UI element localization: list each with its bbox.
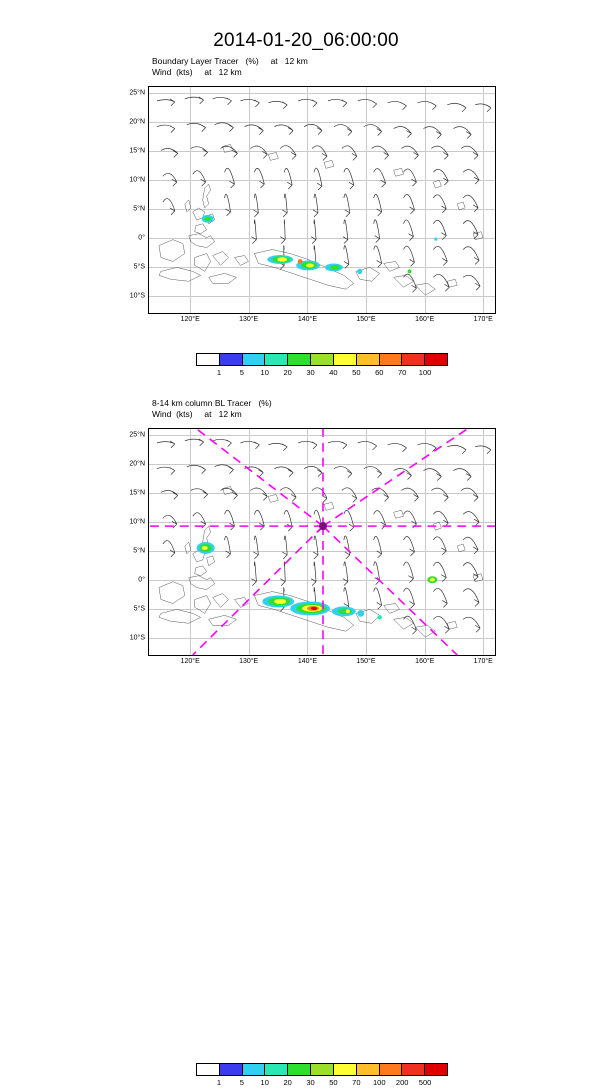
ytick-label-5: 0° [138,576,145,584]
cb-top-label-3: 20 [283,368,292,377]
cb-top-label-8: 70 [397,368,407,377]
cb-top-label-2: 10 [260,368,269,377]
panel-top-caption-line2: Wind (kts) at 12 km [152,67,242,77]
ytick-label-6: 5°S [133,605,145,613]
cb-top-label-5: 40 [329,368,338,377]
cb-bottom-label-6: 70 [352,1078,361,1087]
xtick-label-5: 170°E [473,316,493,323]
xtick-label-0: 120°E [180,658,200,665]
ytick-label-5: 0° [138,234,145,242]
page-title: 2014-01-20_06:00:00 [213,30,399,51]
xtick-label-1: 130°E [239,316,259,323]
ytick-label-3: 10°N [129,518,145,526]
cb-bottom-label-7: 100 [372,1078,386,1087]
cb-top-label-1: 5 [239,368,244,377]
xtick-label-4: 160°E [415,316,435,323]
ytick-label-2: 15°N [129,489,145,497]
ytick-label-7: 10°S [129,292,145,300]
xtick-label-3: 150°E [356,316,376,323]
cb-top-label-7: 60 [375,368,384,377]
xtick-label-2: 140°E [297,658,318,665]
ytick-label-1: 20°N [129,118,145,126]
cb-bottom-label-4: 30 [306,1078,315,1087]
cb-bottom-label-9: 500 [418,1078,432,1087]
map-top[interactable] [129,86,496,323]
ytick-label-0: 25°N [129,431,145,439]
ytick-label-4: 5°N [133,547,145,555]
colorbar-top-swatches [196,353,448,366]
cb-bottom-label-0: 1 [216,1078,221,1087]
ytick-label-0: 25°N [129,89,145,97]
colorbar-bottom-swatches [196,1063,448,1076]
cb-bottom-label-2: 10 [260,1078,269,1087]
panel-top-caption-line1: Boundary Layer Tracer (%) at 12 km [152,56,308,66]
panel-bottom-caption-line1: 8-14 km column BL Tracer (%) [152,398,272,408]
cb-top-label-6: 50 [352,368,361,377]
panel-bottom-caption-line2: Wind (kts) at 12 km [152,409,242,419]
xtick-label-5: 170°E [473,658,493,665]
colorbar-top [196,353,448,380]
xtick-label-1: 130°E [239,658,259,665]
ytick-label-3: 10°N [129,176,145,184]
cb-top-label-4: 30 [306,368,315,377]
xtick-label-2: 140°E [297,316,318,323]
map-bottom[interactable] [129,428,496,665]
cb-bottom-label-3: 20 [283,1078,292,1087]
cb-top-label-0: 1 [216,368,221,377]
xtick-label-3: 150°E [356,658,376,665]
cb-bottom-label-5: 50 [329,1078,338,1087]
ytick-label-2: 15°N [129,147,145,155]
xtick-label-0: 120°E [180,316,200,323]
ytick-label-4: 5°N [133,205,145,213]
cb-bottom-label-8: 200 [395,1078,409,1087]
colorbar-bottom [196,1063,448,1090]
cb-top-label-9: 100 [418,368,432,377]
tracer-field-top [149,87,495,313]
xtick-label-4: 160°E [415,658,435,665]
cb-bottom-label-1: 5 [239,1078,244,1087]
transect-overlay [149,429,495,655]
ytick-label-6: 5°S [133,263,145,271]
ytick-label-1: 20°N [129,460,145,468]
ytick-label-7: 10°S [129,634,145,642]
